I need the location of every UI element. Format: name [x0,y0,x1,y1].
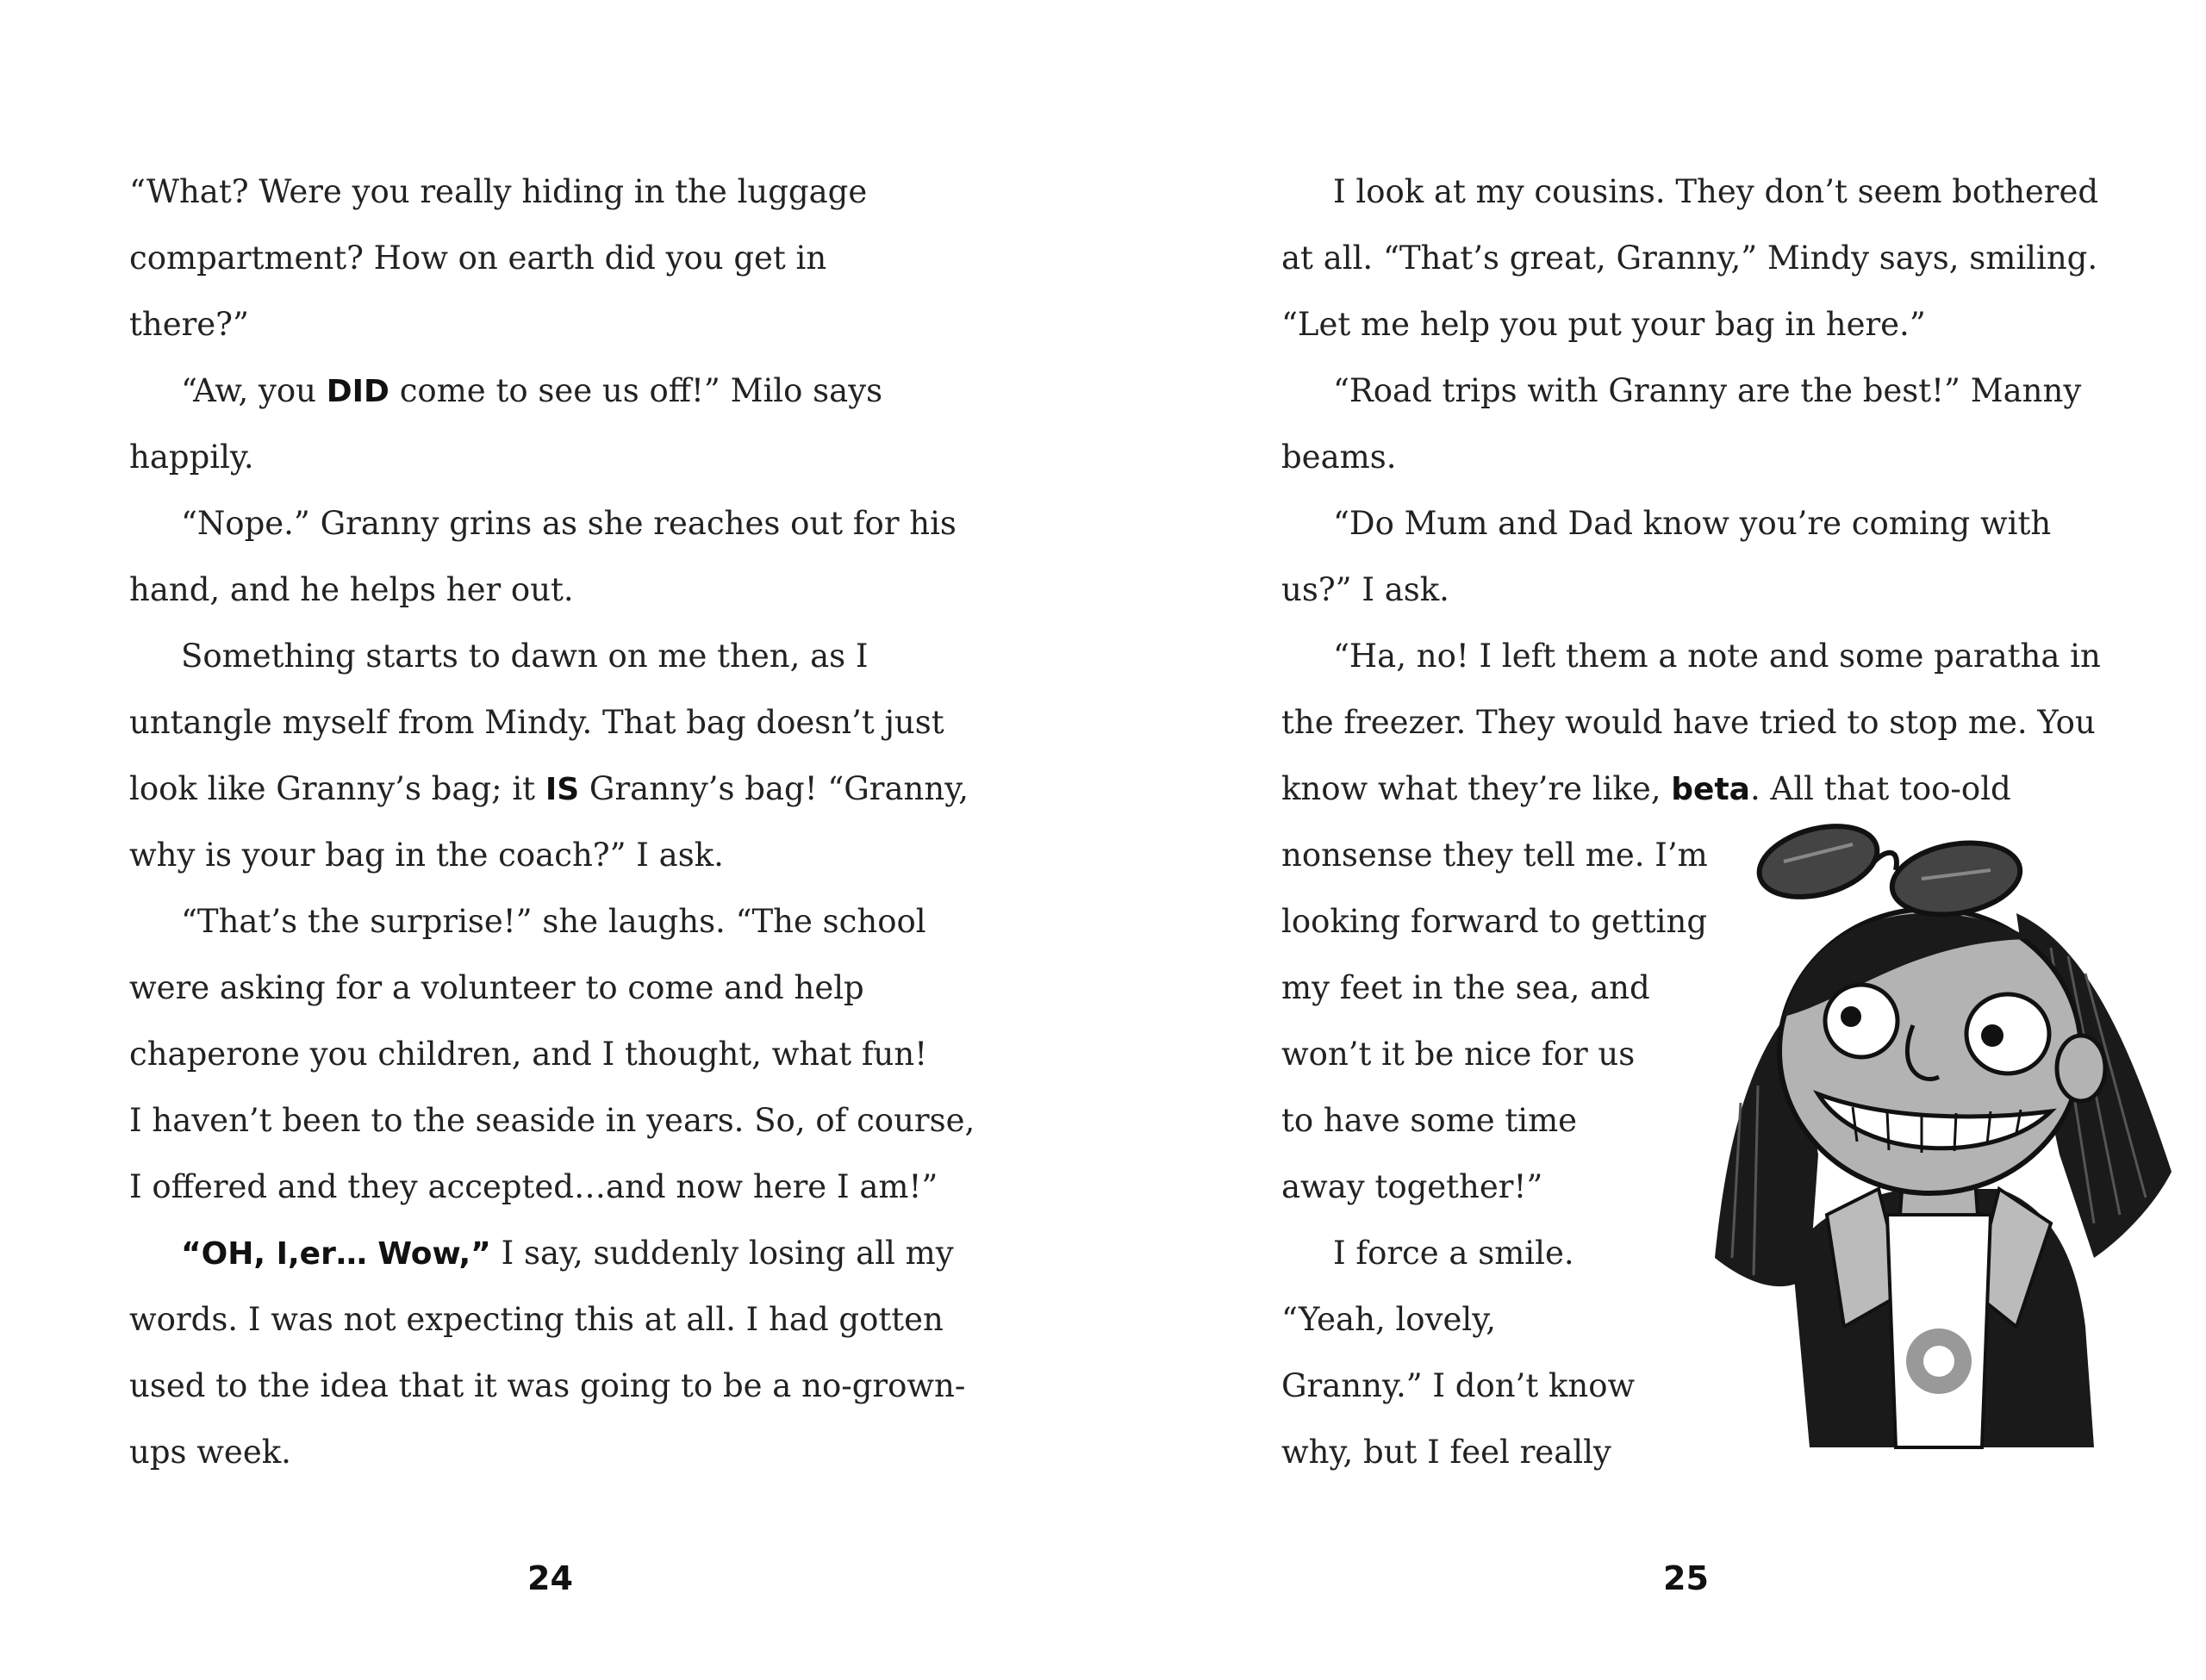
text-line [181,1234,954,1274]
text-run: “What? Were you really hiding in the luggage [129,173,868,210]
text-line [129,1167,938,1207]
text-run: “Do Mum and Dad know you’re coming with [1333,505,2052,542]
emphasis-text: “OH, I,er… Wow,” [181,1236,491,1272]
text-line [181,902,926,942]
text-run: hand, and he helps her out. [129,571,574,608]
text-run: the freezer. They would have tried to stop me. You [1281,704,2096,741]
text-run: I look at my cousins. They don’t seem bothered [1333,173,2099,210]
text-line [1281,570,1449,610]
text-run: I force a smile. [1333,1235,1574,1272]
text-run: “Ha, no! I left them a note and some paratha in [1333,638,2101,675]
text-run: Granny.” I don’t know [1281,1367,1636,1404]
text-line [129,1366,965,1406]
emphasis-text: IS [545,772,580,807]
text-run: “Let me help you put your bag in here.” [1281,306,1926,343]
text-run: my feet in the sea, and [1281,969,1650,1006]
text-line [129,305,249,345]
text-line [1281,239,2097,278]
text-run: there?” [129,306,249,343]
text-line [129,836,724,875]
text-line [129,172,867,212]
text-line [1333,371,2081,411]
text-run: . All that too-old [1749,770,2011,807]
text-run: ups week. [129,1434,291,1471]
text-line [129,1035,927,1074]
text-run: chaperone you children, and I thought, what fun! [129,1036,928,1073]
text-line [1281,902,1707,942]
text-run: were asking for a volunteer to come and help [129,969,864,1006]
text-line [129,968,864,1008]
text-run: I say, suddenly losing all my [490,1235,954,1272]
text-run: compartment? How on earth did you get in [129,240,827,277]
text-run: “Yeah, lovely, [1281,1301,1496,1338]
emphasis-text: DID [326,374,389,409]
text-line [1281,1433,1611,1472]
text-run: away together!” [1281,1168,1543,1205]
text-line [1281,1300,1496,1340]
text-line [181,504,957,544]
text-line [1281,305,1926,345]
text-run: looking forward to getting [1281,903,1708,940]
page-number-right: 25 [1663,1559,1709,1597]
text-run: nonsense they tell me. I’m [1281,837,1708,874]
text-run: happily. [129,439,254,476]
text-line [1281,968,1650,1008]
text-line [129,769,969,810]
text-run: I offered and they accepted…and now here I am!” [129,1168,938,1205]
text-run: us?” I ask. [1281,571,1449,608]
text-line [129,239,826,278]
text-run: come to see us off!” Milo says [389,372,883,409]
text-line [129,1101,975,1141]
sunglasses [1752,814,2026,924]
text-run: know what they’re like, [1281,770,1672,807]
text-run: “Nope.” Granny grins as she reaches out for his [181,505,957,542]
text-run: “Aw, you [181,372,327,409]
text-line [129,1433,291,1472]
text-run: used to the idea that it was going to be a no-grown- [129,1367,966,1404]
text-line [1281,769,2011,810]
text-line [1333,504,2051,544]
text-run: words. I was not expecting this at all. I had gotten [129,1301,944,1338]
text-run: untangle myself from Mindy. That bag doesn’t just [129,704,944,741]
text-run: to have some time [1281,1102,1578,1139]
text-line [181,637,869,676]
text-run: look like Granny’s bag; it [129,770,545,807]
text-run: Granny’s bag! “Granny, [579,770,969,807]
text-line [1281,1101,1577,1141]
text-run: “Road trips with Granny are the best!” Manny [1333,372,2082,409]
text-line [1281,703,2096,743]
text-line [129,703,944,743]
text-line [1281,1035,1635,1074]
eye-left [1825,985,1898,1057]
text-line [1333,1234,1574,1273]
text-line [1281,1366,1635,1406]
text-run: won’t it be nice for us [1281,1036,1636,1073]
text-run: why, but I feel really [1281,1434,1611,1471]
text-line [1281,836,1708,875]
text-run: I haven’t been to the seaside in years. So, of course, [129,1102,975,1139]
text-line [1333,637,2101,676]
text-run: at all. “That’s great, Granny,” Mindy says, smiling. [1281,240,2098,277]
text-run: beams. [1281,439,1397,476]
text-line [1281,1167,1542,1207]
text-run: Something starts to dawn on me then, as I [181,638,869,675]
eye-right [1966,994,2049,1073]
text-line [129,570,574,610]
granny-illustration [1689,810,2180,1465]
text-line [181,371,882,412]
text-line [1333,172,2098,212]
text-run: why is your bag in the coach?” I ask. [129,837,724,874]
text-run: “That’s the surprise!” she laughs. “The school [181,903,926,940]
text-line [129,438,254,477]
emphasis-text: beta [1671,772,1750,807]
text-line [1281,438,1396,477]
page-number-left: 24 [527,1559,573,1597]
text-line [129,1300,944,1340]
